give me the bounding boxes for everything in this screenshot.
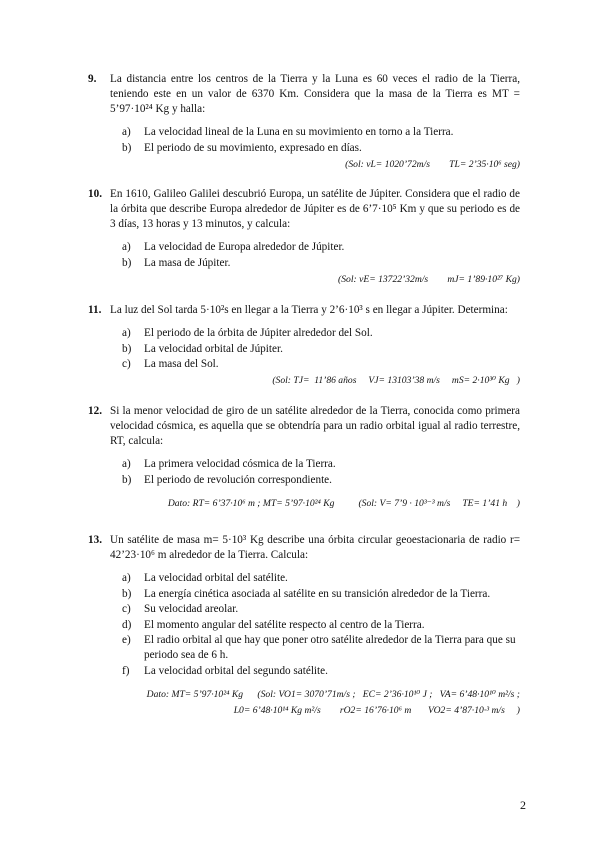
list-item: b) El periodo de revolución correspondiente. <box>122 473 332 486</box>
problem-9 <box>88 72 520 172</box>
problem-statement: Si la menor velocidad de giro de un satélite alrededor de la Tierra, conocida como primera velocidad cósmica, es aquella que se obtendría para un radio orbital igual al radio terrestre, RT, calcula: <box>110 405 520 447</box>
page-number: 2 <box>520 798 526 812</box>
problem-statement: La luz del Sol tarda 5·10²s en llegar a la Tierra y 2’6·10³ s en llegar a Júpiter. Determina: <box>110 304 508 316</box>
problem-12 <box>88 404 520 511</box>
list-item: a) La velocidad de Europa alrededor de Júpiter. <box>122 241 345 253</box>
problem-number: 13. <box>88 534 102 546</box>
item-list <box>122 125 520 156</box>
list-item: a) La velocidad orbital del satélite. <box>122 572 288 584</box>
list-item: b) El periodo de su movimiento, expresado en días. <box>122 141 362 154</box>
list-item: a) El periodo de la órbita de Júpiter alrededor del Sol. <box>122 327 373 339</box>
item-list <box>122 571 520 679</box>
list-item: c) La masa del Sol. <box>122 358 219 370</box>
problem-13 <box>88 533 520 718</box>
problem-statement: En 1610, Galileo Galilei descubrió Europa, un satélite de Júpiter. Considera que el radio de la órbita que describe Europa alrededor de Júpiter es de 6’7·10⁵ Km y que su periodo es de 3 días, 13 horas y 13 minutos, y calcula: <box>110 188 520 230</box>
list-item: b) La masa de Júpiter. <box>122 256 231 269</box>
list-item: b) La velocidad orbital de Júpiter. <box>122 342 283 355</box>
problem-10 <box>88 187 520 287</box>
solution-line: Dato: RT= 6’37·10⁶ m ; MT= 5’97·10²⁴ Kg (Sol: V= 7’9 · 10³⁻³ m/s TE= 1’41 h ) <box>167 497 520 509</box>
problem-number: 10. <box>88 188 102 200</box>
problem-number: 12. <box>88 405 102 417</box>
list-item: b) La energía cinética asociada al satélite en su transición alrededor de la Tierra. <box>122 587 491 600</box>
list-item: f) La velocidad orbital del segundo satélite. <box>122 664 328 677</box>
problem-11 <box>88 303 520 388</box>
problem-number: 11. <box>88 304 102 316</box>
solution-line: (Sol: vE= 13722’32m/s mJ= 1’89·10²⁷ Kg) <box>338 273 520 285</box>
solution-line: (Sol: TJ= 11’86 años VJ= 13103’38 m/s mS= 2·10³⁰ Kg ) <box>272 375 520 386</box>
list-item: c) Su velocidad areolar. <box>122 603 239 615</box>
problem-statement: Un satélite de masa m= 5·10³ Kg describe una órbita circular geoestacionaria de radio r= 42’23·10⁶ m alrededor de la Tierra. Calcula: <box>110 534 520 561</box>
list-item: a) La primera velocidad cósmica de la Tierra. <box>122 458 336 470</box>
solution-line: (Sol: vL= 1020’72m/s TL= 2’35·10⁶ seg) <box>345 158 520 170</box>
list-item: a) La velocidad lineal de la Luna en su movimiento en torno a la Tierra. <box>122 126 454 138</box>
list-item: d) El momento angular del satélite respecto al centro de la Tierra. <box>122 618 425 631</box>
problem-statement: La distancia entre los centros de la Tierra y la Luna es 60 veces el radio de la Tierra, teniendo este en un valor de 6370 Km. Considera que la masa de la Tierra es MT = 5’97·10²⁴ Kg y halla: <box>110 73 520 115</box>
solution-line: L0= 6’48·10¹⁴ Kg m²/s rO2= 16’76·10⁶ m VO2= 4’87·10·³ m/s ) <box>233 704 520 716</box>
item-list <box>122 457 520 488</box>
problem-number: 9. <box>88 73 97 85</box>
list-item: e) El radio orbital al que hay que poner otro satélite alrededor de la Tierra para que su periodo sea de 6 h. <box>122 634 516 661</box>
solution-line: Dato: MT= 5’97·10²⁴ Kg (Sol: VO1= 3070’71m/s ; EC= 2’36·10¹⁰ J ; VA= 6’48·10¹⁰ m²/s ; <box>146 688 520 700</box>
item-list <box>122 240 520 271</box>
item-list <box>122 326 520 372</box>
